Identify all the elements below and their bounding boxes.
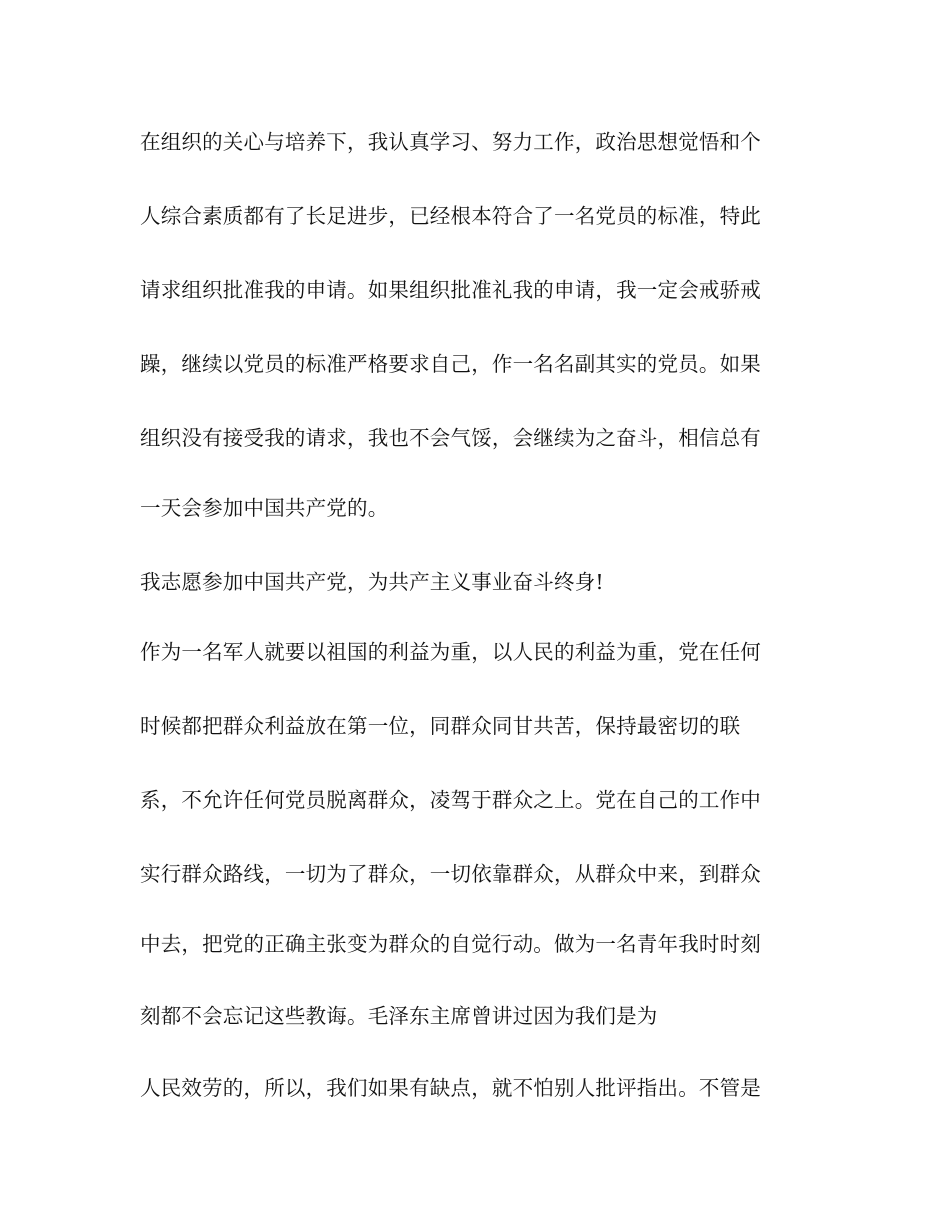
text-line: 一天会参加中国共产党的。 [140, 496, 389, 520]
text-line: 躁，继续以党员的标准严格要求自己，作一名名副其实的党员。如果 [140, 352, 761, 376]
text-line: 请求组织批准我的申请。如果组织批准礼我的申请，我一定会戒骄戒 [140, 278, 761, 302]
text-line: 作为一名军人就要以祖国的利益为重，以人民的利益为重，党在任何 [140, 640, 761, 664]
text-line: 刻都不会忘记这些教诲。毛泽东主席曾讲过因为我们是为 [140, 1004, 658, 1028]
text-line: 实行群众路线，一切为了群众，一切依靠群众，从群众中来，到群众 [140, 862, 761, 886]
text-line: 在组织的关心与培养下，我认真学习、努力工作，政治思想觉悟和个 [140, 130, 761, 154]
text-line: 组织没有接受我的请求，我也不会气馁，会继续为之奋斗，相信总有 [140, 426, 761, 450]
text-line: 中去，把党的正确主张变为群众的自觉行动。做为一名青年我时时刻 [140, 932, 761, 956]
text-line: 时候都把群众利益放在第一位，同群众同甘共苦，保持最密切的联 [140, 714, 741, 738]
text-line: 我志愿参加中国共产党，为共产主义事业奋斗终身! [140, 570, 604, 594]
text-line: 人民效劳的，所以，我们如果有缺点，就不怕别人批评指出。不管是 [140, 1076, 761, 1100]
text-line: 人综合素质都有了长足进步，已经根本符合了一名党员的标准，特此 [140, 204, 761, 228]
text-line: 系，不允许任何党员脱离群众，凌驾于群众之上。党在自己的工作中 [140, 788, 761, 812]
